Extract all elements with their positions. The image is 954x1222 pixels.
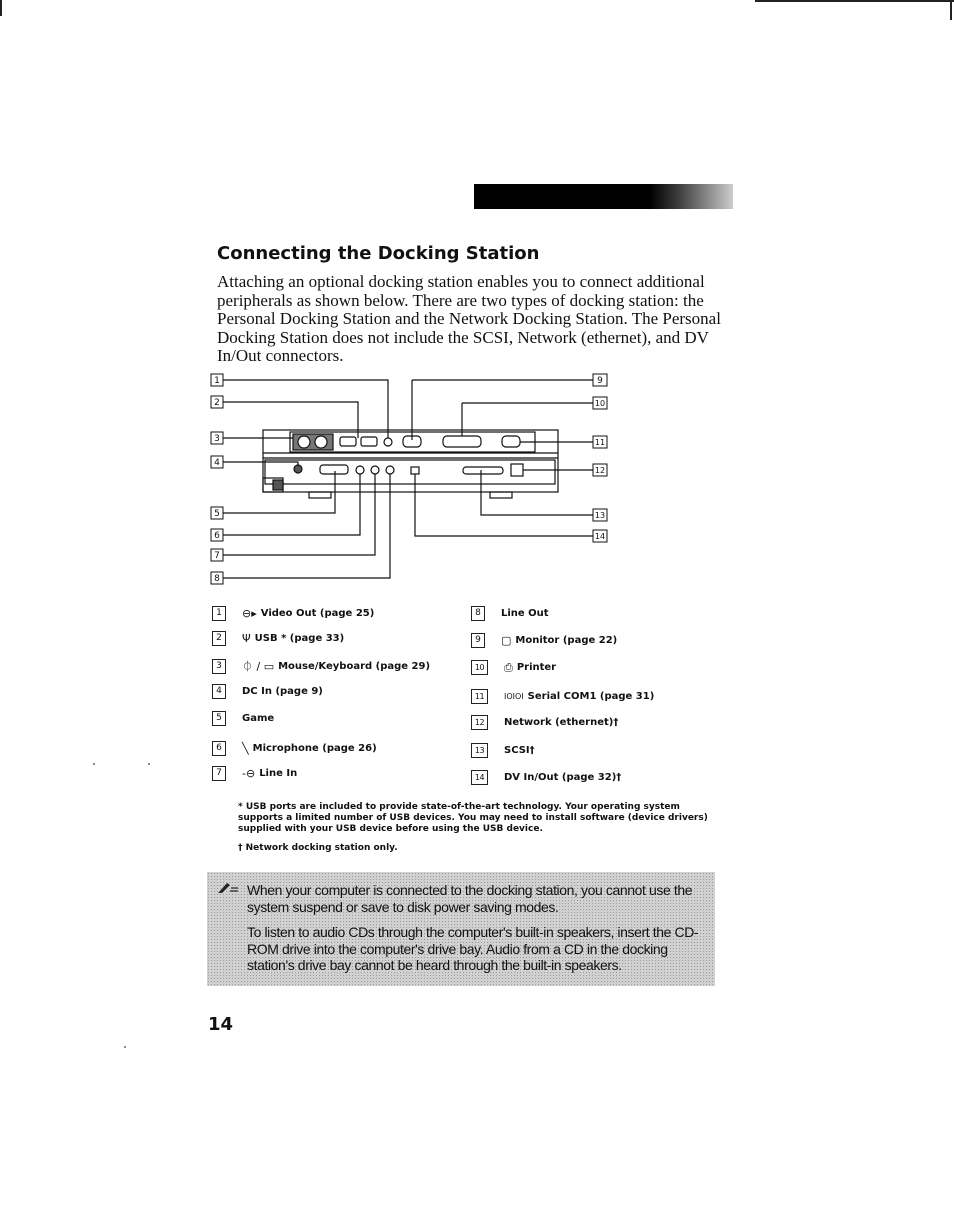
callout-12: [593, 464, 607, 476]
top-rule-corner: [950, 0, 952, 20]
mouse-keyboard-icon: ⏀ / ▭: [242, 660, 275, 673]
connector-item-8: 8 Line Out: [471, 606, 549, 621]
connector-item-14: 14 DV In/Out (page 32)†: [471, 770, 621, 785]
callout-10: [593, 397, 607, 409]
callout-13: [593, 509, 607, 521]
connector-item-11: 11 IOIOI Serial COM1 (page 31): [471, 689, 654, 704]
note-paragraph-1: When your computer is connected to the docking station, you cannot use the system suspend or save to disk power saving modes.: [247, 882, 693, 915]
callout-5: [211, 507, 223, 519]
left-margin-mark: [0, 0, 2, 16]
callout-9: [593, 374, 607, 386]
callout-11: [593, 436, 607, 448]
pencil-note-icon: [217, 880, 239, 894]
svg-text:14: 14: [594, 532, 606, 541]
svg-text:13: 13: [594, 511, 606, 520]
svg-text:1: 1: [214, 376, 220, 386]
connector-item-7: 7 -⊖ Line In: [212, 766, 297, 781]
connector-item-1: 1 ⊖▸ Video Out (page 25): [212, 606, 374, 621]
callout-14: [593, 530, 607, 542]
connector-item-2: 2 Ψ USB * (page 33): [212, 631, 344, 646]
note-box: [207, 872, 715, 986]
docking-station-diagram: [205, 370, 625, 585]
svg-text:2: 2: [214, 398, 220, 408]
callout-2: [211, 396, 223, 408]
connector-item-6: 6 ╲ Microphone (page 26): [212, 741, 377, 756]
connector-item-5: 5 Game: [212, 711, 274, 726]
svg-text:10: 10: [594, 399, 606, 408]
svg-text:11: 11: [594, 438, 606, 447]
line-in-icon: -⊖: [242, 767, 256, 780]
svg-text:5: 5: [214, 509, 220, 519]
connector-item-4: 4 DC In (page 9): [212, 684, 323, 699]
callout-6: [211, 529, 223, 541]
video-out-icon: ⊖▸: [242, 607, 257, 620]
stray-mark: [148, 763, 150, 765]
note-paragraph-2: To listen to audio CDs through the computer's built-in speakers, insert the CD-ROM drive into the computer's drive bay. Audio from a CD in the docking station's drive bay cannot be heard through the built-in speakers.: [247, 924, 699, 973]
page-number: 14: [208, 1014, 234, 1035]
callout-3: [211, 432, 223, 444]
connector-item-10: 10 ⎙ Printer: [471, 660, 556, 675]
section-title: Connecting the Docking Station: [217, 243, 540, 264]
svg-text:7: 7: [214, 551, 220, 561]
callout-8: [211, 572, 223, 584]
top-rule: [755, 0, 954, 2]
network-footnote: † Network docking station only.: [238, 843, 398, 853]
svg-text:12: 12: [594, 466, 606, 475]
svg-text:6: 6: [214, 531, 220, 541]
callout-4: [211, 456, 223, 468]
connector-item-3: 3 ⏀ / ▭ Mouse/Keyboard (page 29): [212, 658, 430, 674]
svg-text:8: 8: [214, 574, 220, 584]
usb-footnote: * USB ports are included to provide state-of-the-art technology. Your operating system supports a limited number of USB devices. You may need to install software (device drivers) supplied with your USB device before using the USB device.: [238, 802, 708, 834]
connector-item-9: 9 ▢ Monitor (page 22): [471, 633, 617, 648]
connector-item-13: 13 SCSI†: [471, 743, 535, 758]
usb-icon: Ψ: [242, 632, 251, 645]
callout-7: [211, 549, 223, 561]
chapter-header-bar: [474, 184, 733, 209]
microphone-icon: ╲: [242, 742, 249, 755]
stray-mark: [124, 1046, 126, 1048]
callout-1: [211, 374, 223, 386]
stray-mark: [93, 763, 95, 765]
connector-item-12: 12 Network (ethernet)†: [471, 715, 618, 730]
serial-icon: IOIOI: [504, 692, 524, 701]
svg-text:9: 9: [597, 376, 603, 386]
intro-paragraph: Attaching an optional docking station enables you to connect additional peripherals as shown below. There are two types of docking station: the Personal Docking Station and the Network Docking Station. The Personal Docking Station does not include the SCSI, Network (ethernet), and DV In/Out connectors.: [217, 272, 721, 365]
svg-text:3: 3: [214, 434, 220, 444]
monitor-icon: ▢: [501, 634, 512, 647]
printer-icon: ⎙: [504, 660, 513, 674]
svg-text:4: 4: [214, 458, 220, 468]
